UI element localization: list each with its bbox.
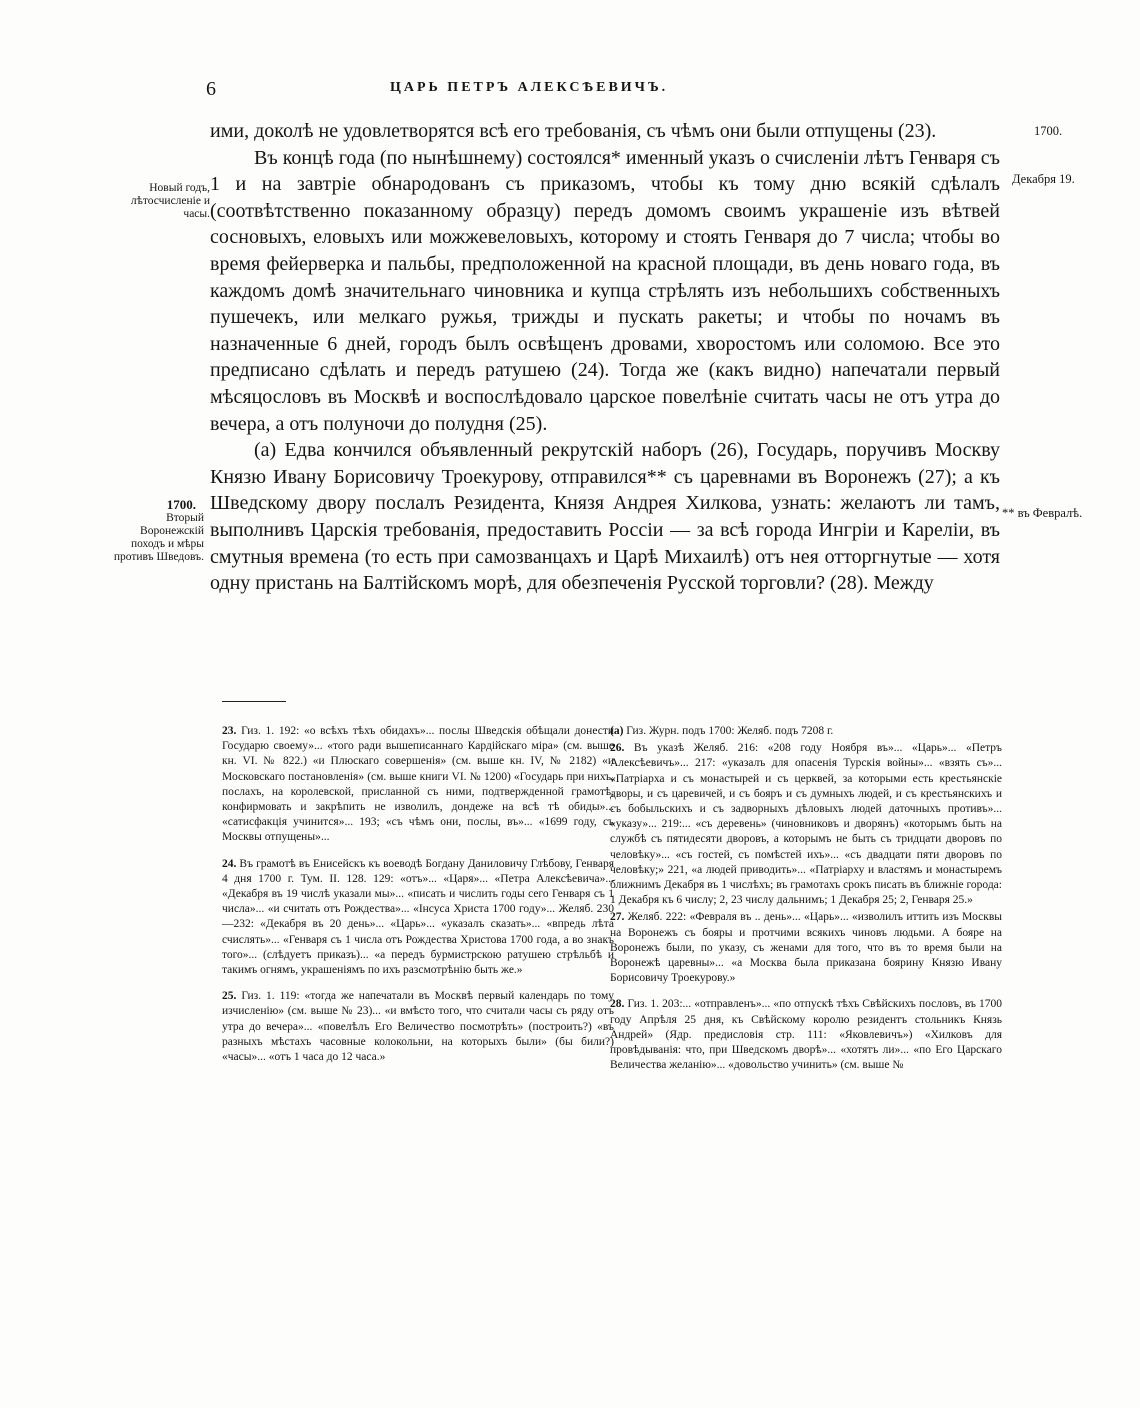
footnote-divider xyxy=(222,701,286,702)
footnote-a xyxy=(610,724,1002,739)
footnote-text: Гиз. 1. 203:... «отправленъ»... «по отпускѣ тѣхъ Свѣйскихъ пословъ, въ 1700 году Апрѣля 25 дня, къ Свѣйскому королю резидентъ стольникъ Князь Андрей» (Ядр. предисловія стр. 111: «Яковлевичъ») «Хилковъ для провѣдыванія: что, при Шведскомъ дворѣ»... «хотятъ ли»... «по Его Царскаго Величества желанію»... «довольство учинить» (см. выше № xyxy=(610,998,1003,1072)
footnote-text: Гиз. 1. 192: «о всѣхъ тѣхъ обидахъ»... послы Шведскія обѣщали донести Государю своему»... «того ради вышеписаннаго Кардійскаго міра» (см. выше кн. VI. № 822.) «и Плюскаго совершенія» (см. выше кн. IV, № 2182) «и Московскаго постановленія» (см. выше книги VI. № 1200) «Государь при нихъ, послахъ, на королевской, присланной съ ними, подтвержденной грамотѣ, конфирмовать и закрѣпить не изволилъ, дондеже на всѣ тѣ обиды»... «сатисфакція учинится»... 193; «съ чѣмъ они, послы, въ»... «1699 году, съ Москвы отпущены»... xyxy=(222,725,614,844)
footnote-number: 25. xyxy=(222,990,237,1003)
margin-date-february: ** въ Февралѣ. xyxy=(1002,506,1083,520)
footnote-25 xyxy=(222,989,614,1065)
footnote-number: 27. xyxy=(610,911,625,924)
footnote-number: 23. xyxy=(222,725,237,737)
margin-note-voronezh: Вторый Воронежскій походъ и мѣры противъ Шведовъ. xyxy=(113,512,204,563)
running-title: ЦАРЬ ПЕТРЪ АЛЕКСѢЕВИЧЪ. xyxy=(390,80,669,95)
paragraph-2: Въ концѣ года (по нынѣшнему) состоялся* именный указъ о счисленіи лѣтъ Генваря съ 1 и на завтріе обнародованъ съ приказомъ, чтобы къ тому дню всякій сдѣлалъ (соотвѣтственно показанному образцу) передъ домомъ своимъ украшеніе изъ вѣтвей сосновыхъ, еловыхъ или можжевеловыхъ, которому и стоять Генваря до 7 числа; чтобы во время фейерверка и пальбы, предположенной на красной площади, въ день новаго года, въ каждомъ домѣ значительнаго чиновника и купца стрѣлять изъ небольшихъ собственныхъ пушечекъ, или мелкаго ружья, трижды и пускать ракеты; и чтобы по ночамъ въ назначенные 6 дней, городъ былъ освѣщенъ дровами, хворостомъ или соломою. Все это предписано сдѣлать и передъ ратушею (24). Тогда же (какъ видно) напечатали первый мѣсяцословъ въ Москвѣ и воспослѣдовало царское повелѣніе считать часы не отъ утра до вечера, а отъ полуночи до полудня (25). xyxy=(210,146,1000,435)
footnote-27 xyxy=(610,910,1002,986)
footnote-number: (а) xyxy=(610,725,624,737)
footnote-28 xyxy=(610,997,1002,1073)
footnote-number: 28. xyxy=(610,998,625,1011)
footnote-number: 24. xyxy=(222,857,237,870)
footnote-text: Желяб. 222: «Февраля въ .. день»... «Царь»... «изволилъ иттить изъ Москвы на Воронежъ съ бояры и протчими всякихъ чиновъ людьми. А бояре на Воронежъ были, по указу, съ женами для того, что въ то время были на Воронежѣ царевны»... «а Москва была приказана боярину Князю Ивану Борисовичу Троекурову.» xyxy=(610,911,1002,985)
margin-date-december: Декабря 19. xyxy=(1012,172,1075,186)
main-text xyxy=(210,118,1000,597)
footnote-text: Въ грамотѣ въ Енисейскъ къ воеводѣ Богдану Даниловичу Глѣбову, Генваря 4 дня 1700 г. Тум. II. 128. 129: «отъ»... «Царя»... «Петра Алексѣевича»... «Декабря въ 19 числѣ указали мы»... «писать и числить годы сего Генваря съ 1 числа»... «и считать отъ Рождества»... «Інсуса Христа 1700 году»... Желяб. 230—232: «Декабря въ 20 день»... «Царь»... «указалъ сказать»... «впредь лѣта счислять»... «Генваря съ 1 числа отъ Рождества Христова 1700 года, а во знакъ того»... (слѣдуетъ приказъ)... «а передъ бурмистрскою ратушею стрѣльбѣ и такимъ огнямъ, украшеніямъ по ихъ разсмотрѣнію быть же.» xyxy=(222,857,614,977)
margin-note-new-year: Новый годъ, лѣтосчисленіе и часы. xyxy=(130,182,210,220)
footnote-text: Гиз. Журн. подъ 1700: Желяб. подъ 7208 г. xyxy=(626,725,834,737)
footnote-24 xyxy=(222,857,614,979)
paragraph-3: (а) Едва кончился объявленный рекрутскій наборъ (26), Государь, поручивъ Москву Князю Ивану Борисовичу Троекурову, отправился** съ царевнами въ Воронежъ (27); а къ Шведскому двору послалъ Резидента, Князя Андрея Хилкова, узнать: желаютъ ли тамъ, выполнивъ Царскія требованія, предоставить Россіи — за всѣ города Ингріи и Кареліи, въ смутныя времена (то есть при самозванцахъ и Царѣ Михаилѣ) отъ нея отторгнутые — хотя одну пристань на Балтійскомъ морѣ, для обезпеченія Русской торговли? (28). Между xyxy=(210,439,1000,595)
footnote-23 xyxy=(222,724,614,846)
footnote-number: 26. xyxy=(610,742,625,755)
footnote-26 xyxy=(610,741,1002,908)
footnotes-left-column xyxy=(222,724,614,1076)
page-number: 6 xyxy=(206,78,216,100)
margin-year-right: 1700. xyxy=(1034,124,1063,138)
footnotes-right-column xyxy=(610,724,1002,1084)
margin-year-left: 1700. xyxy=(166,497,196,512)
paragraph-1: ими, доколѣ не удовлетворятся всѣ его требованія, съ чѣмъ они были отпущены (23). xyxy=(210,120,937,142)
footnote-text: Гиз. 1. 119: «тогда же напечатали въ Москвѣ первый календарь по тому изчисленію» (см. выше № 23)... «и вмѣсто того, что считали часы съ ряду отъ утра до вечера»... «повелѣлъ Его Величество посмотрѣть» (построить?) «въ разныхъ мѣстахъ часовные колокольни, на которыхъ были» (бы били?) «часы»... «отъ 1 часа до 12 часа.» xyxy=(222,990,614,1064)
footnote-text: Въ указѣ Желяб. 216: «208 году Ноября въ»... «Царь»... «Петръ Алексѣевичъ»... 217: «указалъ для опасенія Турскія войны»... «взять съ»... «Патріарха и съ монастырей и съ церквей, за которыми есть крестьянскіе дворы, и съ царевичей, и съ бояръ и съ думныхъ людей, и съ крестьянскихъ и съ бобыльскихъ и съ задворныхъ дѣловыхъ людей даточныхъ противъ»... «указу»... 219:... «съ деревень» (чиновниковъ и дворянъ) «которымъ быть на службѣ съ пятидесяти дворовъ, а которымъ не быть съ тридцати дворовъ по человѣку»... «съ гостей, съ помѣстей ихъ»... «съ двадцати пяти дворовъ по человѣку;» 221, «а людей приводить»... «Патріарху и властямъ и монастыремъ ближнимъ Декабря въ 1 числѣхъ; въ грамотахъ срокъ писать въ ближніе города: 1 Декабря къ 6 числу; 2, 23 числу дальнимъ; 1 Декабря 25; 2, Генваря 25.» xyxy=(610,742,1002,907)
